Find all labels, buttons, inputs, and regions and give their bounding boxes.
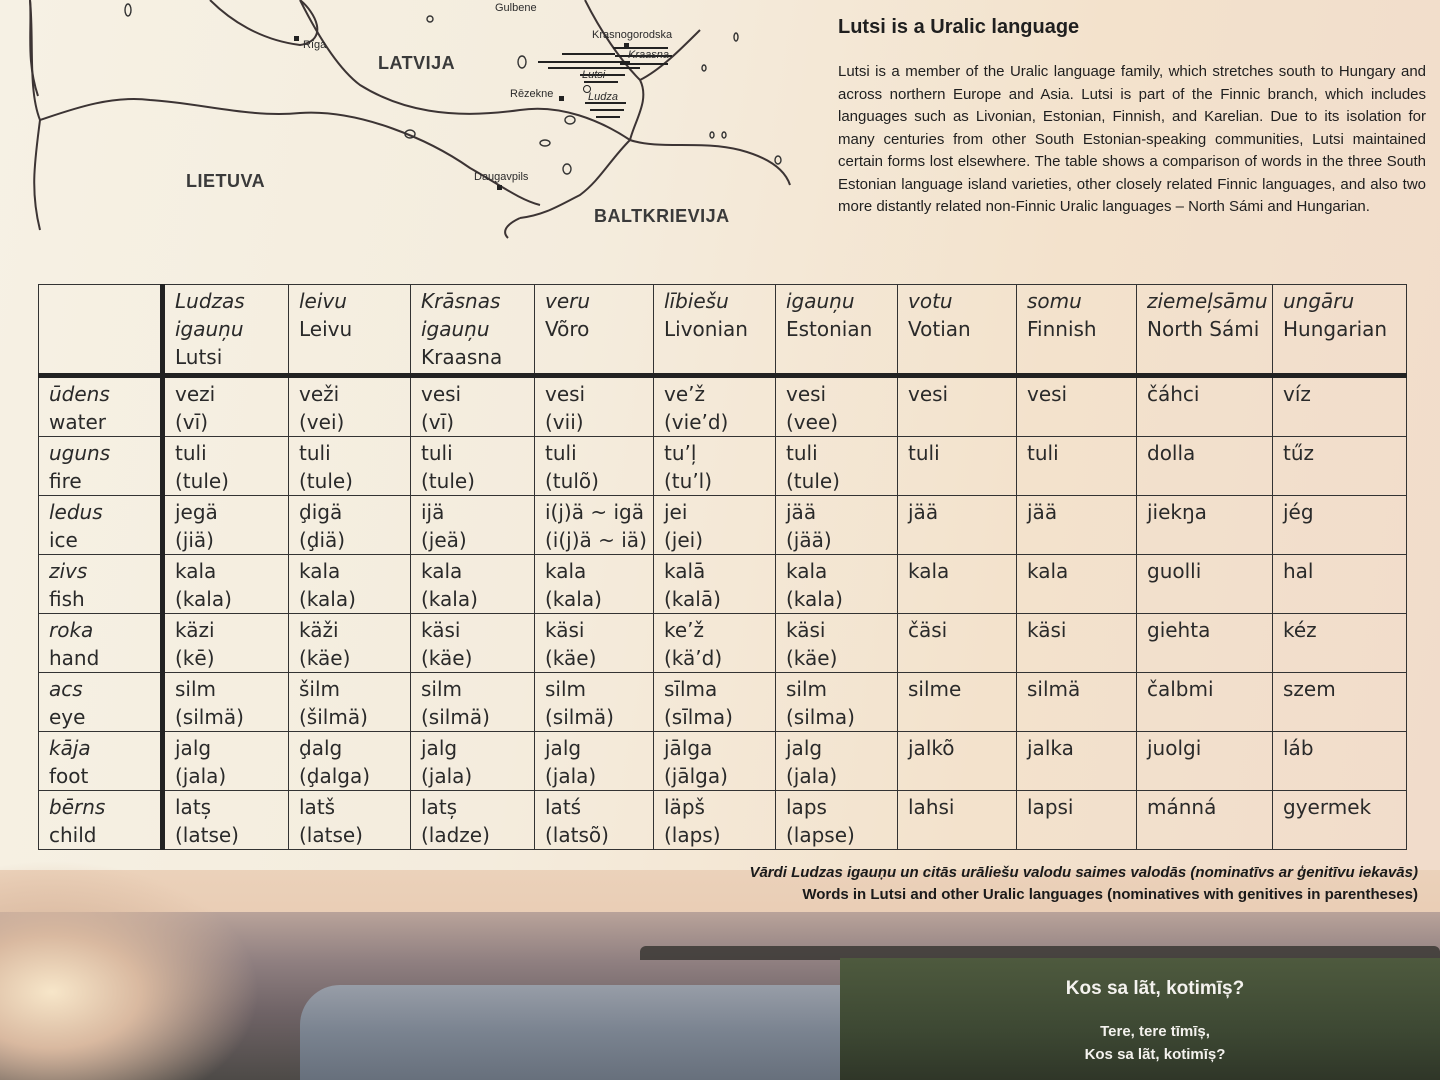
- word-nominative: vesi: [908, 382, 949, 406]
- word-nominative: i(j)ä ~ igä: [545, 500, 644, 524]
- word-nominative: kalā: [664, 559, 706, 583]
- word-nominative: lahsi: [908, 795, 955, 819]
- table-cell: [776, 673, 898, 732]
- table-row: [39, 555, 1407, 614]
- table-cell: [1137, 732, 1273, 791]
- table-cell: [1273, 496, 1407, 555]
- table-cell: [776, 496, 898, 555]
- table-cell: [776, 437, 898, 496]
- row-label: [39, 376, 163, 437]
- row-label-english: foot: [49, 764, 89, 788]
- row-label-english: fish: [49, 587, 85, 611]
- word-comparison-table: [38, 284, 1407, 850]
- word-genitive: (jää): [786, 528, 832, 552]
- photo-light-glow: [0, 860, 260, 1080]
- row-label-latvian: ūdens: [49, 382, 110, 406]
- word-nominative: kala: [786, 559, 828, 583]
- table-cell: [1273, 376, 1407, 437]
- word-nominative: kala: [908, 559, 950, 583]
- word-nominative: jalg: [421, 736, 458, 760]
- word-genitive: (latse): [299, 823, 363, 847]
- table-cell: [411, 791, 535, 850]
- table-cell: [411, 614, 535, 673]
- row-label: [39, 673, 163, 732]
- word-genitive: (jeä): [421, 528, 467, 552]
- table-cell: [1137, 614, 1273, 673]
- word-genitive: (käe): [299, 646, 351, 670]
- row-label-english: child: [49, 823, 97, 847]
- word-genitive: (jala): [175, 764, 227, 788]
- word-nominative: jalka: [1027, 736, 1074, 760]
- word-nominative: tűz: [1283, 441, 1315, 465]
- table-cell: [898, 496, 1017, 555]
- row-label-latvian: uguns: [49, 441, 111, 465]
- table-cell: [1273, 732, 1407, 791]
- map-country-baltkrievija: BALTKRIEVIJA: [594, 206, 730, 226]
- row-label-latvian: roka: [49, 618, 94, 642]
- table-cell: [163, 614, 289, 673]
- table-cell: [163, 555, 289, 614]
- word-nominative: čáhci: [1147, 382, 1200, 406]
- word-nominative: sīlma: [664, 677, 718, 701]
- row-label-english: eye: [49, 705, 86, 729]
- table-cell: [1137, 791, 1273, 850]
- row-label-latvian: ledus: [49, 500, 103, 524]
- word-nominative: jalg: [786, 736, 823, 760]
- table-cell: [898, 673, 1017, 732]
- word-nominative: kala: [1027, 559, 1069, 583]
- table-cell: [654, 614, 776, 673]
- word-nominative: čalbmi: [1147, 677, 1214, 701]
- word-genitive: (käe): [421, 646, 473, 670]
- word-genitive: (jiä): [175, 528, 214, 552]
- table-cell: [163, 673, 289, 732]
- map-city-krasnogorodska: Krasnogorodska: [592, 29, 673, 41]
- word-nominative: latș: [175, 795, 212, 819]
- word-nominative: jalg: [545, 736, 582, 760]
- table-cell: [289, 732, 411, 791]
- word-nominative: vesi: [786, 382, 827, 406]
- table-cell: [776, 791, 898, 850]
- header-finnish: somu Finnish: [1017, 285, 1137, 376]
- map-city-daugavpils: Daugavpils: [474, 171, 529, 183]
- row-label-latvian: bērns: [49, 795, 106, 819]
- header-corner: [39, 285, 163, 376]
- region-map: [0, 0, 800, 255]
- word-nominative: jei: [664, 500, 688, 524]
- word-nominative: jää: [908, 500, 939, 524]
- map-city-kraasna: Kraasna: [628, 49, 669, 61]
- table-cell: [654, 673, 776, 732]
- table-cell: [535, 673, 654, 732]
- word-nominative: čäsi: [908, 618, 948, 642]
- table-cell: [1137, 437, 1273, 496]
- word-nominative: vesi: [421, 382, 462, 406]
- info-block: [838, 16, 1426, 219]
- word-nominative: kéz: [1283, 618, 1317, 642]
- word-nominative: ḑalg: [299, 736, 343, 760]
- header-voro: veru Võro: [535, 285, 654, 376]
- table-caption: [749, 862, 1418, 906]
- table-cell: [289, 791, 411, 850]
- table-cell: [1137, 496, 1273, 555]
- table-cell: [535, 555, 654, 614]
- table-cell: [535, 496, 654, 555]
- word-genitive: (käe): [545, 646, 597, 670]
- table-cell: [654, 496, 776, 555]
- word-genitive: (šilmä): [299, 705, 368, 729]
- word-nominative: läpš: [664, 795, 705, 819]
- word-nominative: víz: [1283, 382, 1311, 406]
- word-nominative: juolgi: [1147, 736, 1202, 760]
- word-nominative: láb: [1283, 736, 1314, 760]
- map-city-marker: [294, 36, 299, 41]
- word-genitive: (ḑalga): [299, 764, 371, 788]
- header-votian: votu Votian: [898, 285, 1017, 376]
- info-title: Lutsi is a Uralic language: [838, 16, 1080, 38]
- table-cell: [411, 555, 535, 614]
- word-nominative: dolla: [1147, 441, 1196, 465]
- table-row: [39, 496, 1407, 555]
- word-genitive: (sīlma): [664, 705, 733, 729]
- word-genitive: (jei): [664, 528, 704, 552]
- word-genitive: (vee): [786, 410, 839, 434]
- photo-river: [300, 985, 860, 1080]
- word-nominative: hal: [1283, 559, 1314, 583]
- word-nominative: giehta: [1147, 618, 1211, 642]
- word-genitive: (kala): [175, 587, 232, 611]
- word-nominative: lapsi: [1027, 795, 1074, 819]
- word-nominative: tuli: [299, 441, 331, 465]
- word-genitive: (tu’l): [664, 469, 713, 493]
- table-cell: [163, 437, 289, 496]
- table-cell: [411, 376, 535, 437]
- table-cell: [289, 555, 411, 614]
- table-cell: [1273, 614, 1407, 673]
- word-genitive: (kē): [175, 646, 215, 670]
- table-row: [39, 673, 1407, 732]
- table-cell: [1017, 496, 1137, 555]
- row-label-latvian: acs: [49, 677, 83, 701]
- table-cell: [163, 496, 289, 555]
- word-genitive: (laps): [664, 823, 721, 847]
- header-leivu: leivu Leivu: [289, 285, 411, 376]
- word-nominative: latś: [545, 795, 582, 819]
- map-country-latvija: LATVIJA: [378, 53, 456, 73]
- word-genitive: (jala): [545, 764, 597, 788]
- map-city-marker: [624, 43, 629, 48]
- table-cell: [411, 673, 535, 732]
- table-cell: [1273, 437, 1407, 496]
- table-cell: [163, 732, 289, 791]
- row-label-english: hand: [49, 646, 100, 670]
- song-text: [1040, 978, 1270, 1066]
- word-nominative: veži: [299, 382, 340, 406]
- word-nominative: kala: [421, 559, 463, 583]
- word-nominative: käsi: [421, 618, 461, 642]
- table-row: [39, 614, 1407, 673]
- word-genitive: (kala): [545, 587, 602, 611]
- table-cell: [1273, 791, 1407, 850]
- map-country-lietuva: LIETUVA: [186, 171, 266, 191]
- info-paragraph: Lutsi is a member of the Uralic language family, which stretches south to Hungary and across northern Europe and Asia. Lutsi is part of the Finnic branch, which includes languages such as Livonian, Estonian, Finnish, and Karelian. Due to its isolation for many centuries from other South Estonian-speaking communities, Lutsi maintained certain forms lost elsewhere. The table shows a comparison of words in the three South Estonian language island varieties, other closely related Finnic languages, and also two more distantly related non-Finnic Uralic languages – North Sámi and Hungarian.: [838, 63, 1426, 215]
- word-nominative: jalg: [175, 736, 212, 760]
- word-genitive: (ladze): [421, 823, 490, 847]
- word-nominative: kala: [299, 559, 341, 583]
- word-genitive: (tule): [786, 469, 840, 493]
- map-city-marker: [497, 185, 502, 190]
- word-genitive: (kala): [299, 587, 356, 611]
- table-cell: [776, 732, 898, 791]
- word-genitive: (tule): [421, 469, 475, 493]
- table-cell: [1017, 437, 1137, 496]
- word-nominative: jālga: [664, 736, 713, 760]
- table-cell: [776, 376, 898, 437]
- table-cell: [898, 437, 1017, 496]
- table-cell: [289, 614, 411, 673]
- table-cell: [654, 555, 776, 614]
- word-genitive: (kalā): [664, 587, 721, 611]
- word-nominative: silm: [545, 677, 587, 701]
- word-genitive: (vī): [175, 410, 208, 434]
- caption-latvian: Vārdi Ludzas igauņu un citās urāliešu valodu saimes valodās (nominatīvs ar ģenitīvu iekavās): [749, 864, 1418, 881]
- table-cell: [1273, 673, 1407, 732]
- row-label-latvian: kāja: [49, 736, 91, 760]
- word-genitive: (vei): [299, 410, 345, 434]
- map-city-marker: [559, 96, 564, 101]
- word-nominative: ke’ž: [664, 618, 705, 642]
- word-nominative: käži: [299, 618, 339, 642]
- word-nominative: kala: [545, 559, 587, 583]
- word-nominative: tu’ļ: [664, 441, 697, 465]
- header-lutsi: Ludzas igauņu Lutsi: [163, 285, 289, 376]
- row-label: [39, 791, 163, 850]
- row-label-latvian: zivs: [49, 559, 88, 583]
- table-cell: [1137, 376, 1273, 437]
- table-cell: [535, 791, 654, 850]
- word-genitive: (ḑiä): [299, 528, 346, 552]
- table-cell: [163, 791, 289, 850]
- word-nominative: silme: [908, 677, 962, 701]
- word-nominative: gyermek: [1283, 795, 1372, 819]
- table-cell: [535, 376, 654, 437]
- word-genitive: (vii): [545, 410, 584, 434]
- word-nominative: szem: [1283, 677, 1336, 701]
- word-genitive: (tule): [175, 469, 229, 493]
- table-cell: [654, 791, 776, 850]
- word-nominative: ve’ž: [664, 382, 705, 406]
- header-livonian: lībiešu Livonian: [654, 285, 776, 376]
- table-body: [39, 376, 1407, 850]
- word-nominative: tuli: [421, 441, 453, 465]
- word-genitive: (silma): [786, 705, 855, 729]
- table-cell: [411, 437, 535, 496]
- word-genitive: (silmä): [545, 705, 614, 729]
- table-cell: [654, 732, 776, 791]
- word-nominative: tuli: [908, 441, 940, 465]
- table-cell: [898, 791, 1017, 850]
- table-cell: [535, 732, 654, 791]
- table-cell: [535, 437, 654, 496]
- table-row: [39, 791, 1407, 850]
- table-cell: [1017, 614, 1137, 673]
- caption-english: Words in Lutsi and other Uralic languages (nominatives with genitives in parentheses): [802, 886, 1418, 903]
- word-nominative: silm: [421, 677, 463, 701]
- table-cell: [898, 614, 1017, 673]
- song-title: Kos sa lãt, kotimīș?: [1065, 978, 1245, 999]
- song-line: Tere, tere tīmīș,: [1100, 1023, 1210, 1040]
- word-nominative: jää: [1027, 500, 1058, 524]
- word-genitive: (jālga): [664, 764, 728, 788]
- row-label: [39, 555, 163, 614]
- word-nominative: silm: [175, 677, 217, 701]
- word-nominative: latš: [299, 795, 336, 819]
- map-city-ludza: Ludza: [588, 91, 618, 103]
- table-cell: [1017, 555, 1137, 614]
- table-cell: [1017, 732, 1137, 791]
- song-line: Kos sa lãt, kotimīș?: [1084, 1046, 1226, 1063]
- table-cell: [163, 376, 289, 437]
- word-genitive: (silmä): [175, 705, 244, 729]
- word-nominative: laps: [786, 795, 827, 819]
- table-cell: [654, 376, 776, 437]
- word-genitive: (latse): [175, 823, 239, 847]
- word-genitive: (latsõ): [545, 823, 609, 847]
- word-genitive: (vie’d): [664, 410, 729, 434]
- table-cell: [898, 376, 1017, 437]
- word-nominative: jég: [1283, 500, 1314, 524]
- table-cell: [1137, 555, 1273, 614]
- header-north-sami: ziemeļsāmu North Sámi: [1137, 285, 1273, 376]
- row-label: [39, 496, 163, 555]
- word-genitive: (kala): [786, 587, 843, 611]
- word-genitive: (tulõ): [545, 469, 599, 493]
- table-row: [39, 376, 1407, 437]
- map-city-gulbene: Gulbene: [495, 2, 537, 14]
- header-kraasna: Krāsnas igauņu Kraasna: [411, 285, 535, 376]
- table-cell: [1017, 791, 1137, 850]
- table-cell: [289, 673, 411, 732]
- word-nominative: silmä: [1027, 677, 1081, 701]
- map-city-lutsi: Lutsi: [582, 69, 606, 81]
- word-genitive: (jala): [786, 764, 838, 788]
- word-nominative: käsi: [1027, 618, 1067, 642]
- word-nominative: šilm: [299, 677, 341, 701]
- table-row: [39, 437, 1407, 496]
- word-nominative: tuli: [1027, 441, 1059, 465]
- table-cell: [289, 437, 411, 496]
- header-estonian: igauņu Estonian: [776, 285, 898, 376]
- word-nominative: vezi: [175, 382, 216, 406]
- table-cell: [898, 732, 1017, 791]
- table-cell: [535, 614, 654, 673]
- header-hungarian: ungāru Hungarian: [1273, 285, 1407, 376]
- word-genitive: (tule): [299, 469, 353, 493]
- word-genitive: (käe): [786, 646, 838, 670]
- table-cell: [1137, 673, 1273, 732]
- word-nominative: jegä: [175, 500, 218, 524]
- word-nominative: jää: [786, 500, 817, 524]
- table-cell: [289, 376, 411, 437]
- table-cell: [1017, 376, 1137, 437]
- word-nominative: käsi: [786, 618, 826, 642]
- word-nominative: kala: [175, 559, 217, 583]
- row-label-english: water: [49, 410, 106, 434]
- word-genitive: (kala): [421, 587, 478, 611]
- word-nominative: jiekŋa: [1147, 500, 1207, 524]
- table-cell: [289, 496, 411, 555]
- word-nominative: jalkõ: [908, 736, 955, 760]
- word-nominative: latș: [421, 795, 458, 819]
- table-cell: [1017, 673, 1137, 732]
- word-genitive: (jala): [421, 764, 473, 788]
- table-cell: [1273, 555, 1407, 614]
- table-cell: [411, 732, 535, 791]
- word-nominative: käsi: [545, 618, 585, 642]
- row-label: [39, 732, 163, 791]
- word-nominative: ḑigä: [299, 500, 343, 524]
- row-label-english: fire: [49, 469, 82, 493]
- word-genitive: (silmä): [421, 705, 490, 729]
- table-cell: [654, 437, 776, 496]
- word-nominative: silm: [786, 677, 828, 701]
- table-cell: [898, 555, 1017, 614]
- map-city-rezekne: Rēzekne: [510, 88, 554, 100]
- table-cell: [776, 555, 898, 614]
- word-nominative: tuli: [545, 441, 577, 465]
- word-genitive: (i(j)ä ~ iä): [545, 528, 647, 552]
- word-nominative: tuli: [786, 441, 818, 465]
- word-nominative: käzi: [175, 618, 215, 642]
- table-row: [39, 732, 1407, 791]
- row-label: [39, 437, 163, 496]
- word-nominative: tuli: [175, 441, 207, 465]
- word-nominative: vesi: [1027, 382, 1068, 406]
- row-label: [39, 614, 163, 673]
- map-city-riga: Rīga: [303, 39, 327, 51]
- word-nominative: vesi: [545, 382, 586, 406]
- word-genitive: (lapse): [786, 823, 855, 847]
- row-label-english: ice: [49, 528, 78, 552]
- word-nominative: mánná: [1147, 795, 1217, 819]
- word-nominative: ijä: [421, 500, 445, 524]
- word-genitive: (vī): [421, 410, 454, 434]
- word-nominative: guolli: [1147, 559, 1202, 583]
- table-header-row: [39, 285, 1407, 376]
- table-cell: [776, 614, 898, 673]
- word-genitive: (kä’d): [664, 646, 723, 670]
- table-cell: [411, 496, 535, 555]
